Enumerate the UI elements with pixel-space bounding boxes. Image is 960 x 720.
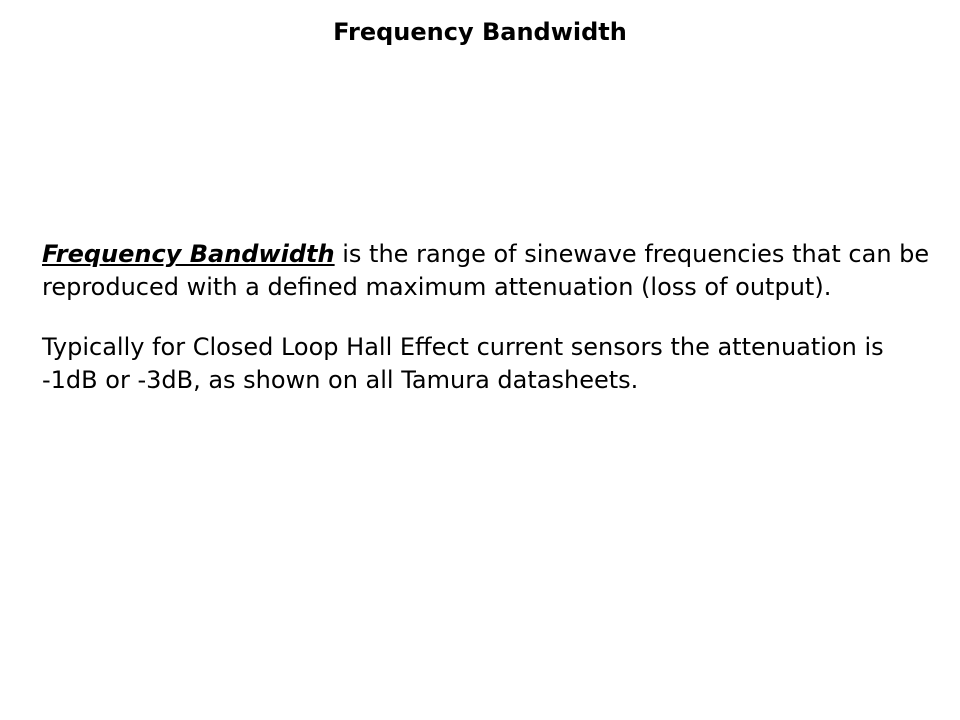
definition-text: is the range of sinewave frequencies that can be reproduced with a defined maximum attenuation (loss of output). bbox=[42, 240, 930, 301]
definition-paragraph bbox=[42, 238, 942, 304]
defined-term: Frequency Bandwidth bbox=[42, 240, 335, 268]
slide-title: Frequency Bandwidth bbox=[333, 18, 627, 46]
attenuation-note-paragraph: Typically for Closed Loop Hall Effect current sensors the attenuation is -1dB or -3dB, as shown on all Tamura datasheets. bbox=[42, 333, 884, 394]
slide-body bbox=[42, 238, 942, 397]
